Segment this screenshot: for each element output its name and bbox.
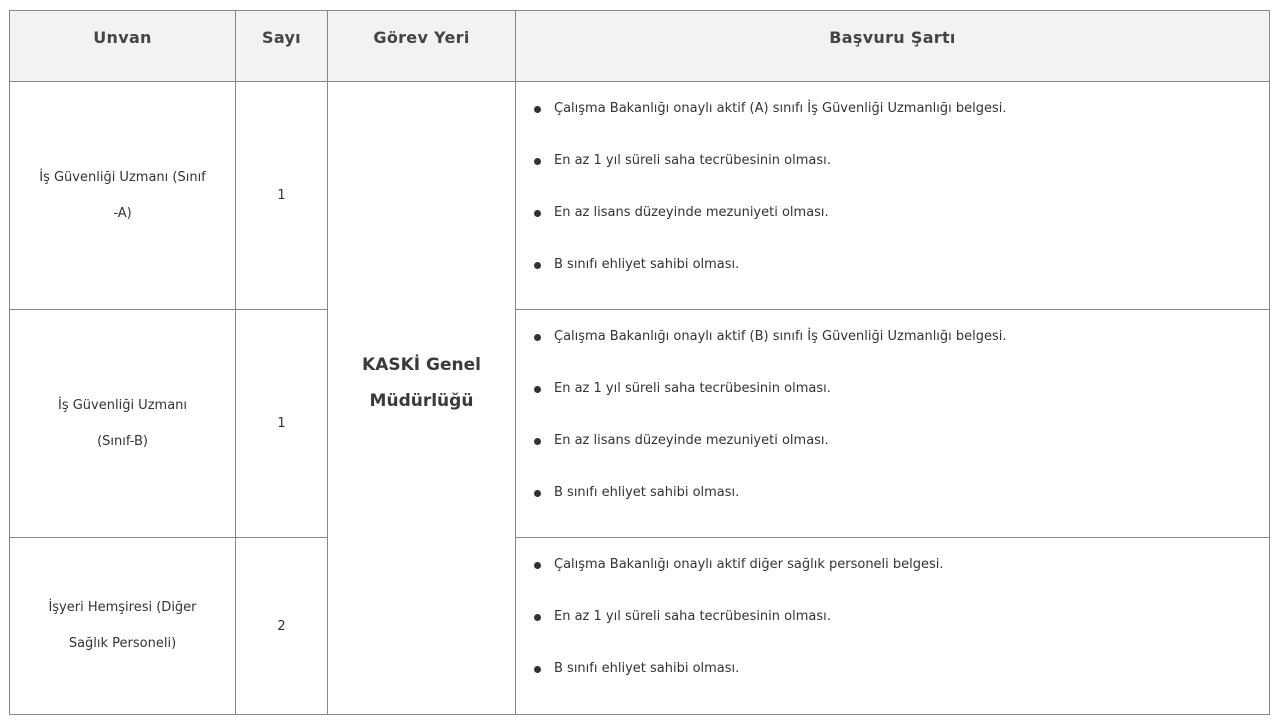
requirement-list: [516, 310, 1269, 534]
list-item: [532, 606, 1269, 658]
bullet-icon: [534, 490, 541, 497]
list-item: [532, 482, 1269, 534]
requirement-text: Çalışma Bakanlığı onaylı aktif diğer sağlık personeli belgesi.: [554, 557, 944, 572]
bullet-icon: [534, 386, 541, 393]
list-item: [532, 202, 1269, 254]
unvan-line: İşyeri Hemşiresi (Diğer: [48, 600, 197, 615]
requirement-list: [516, 82, 1269, 306]
sayi-cell: 2: [236, 538, 328, 715]
requirement-text: En az lisans düzeyinde mezuniyeti olması.: [554, 433, 829, 448]
table-row: [10, 310, 1270, 538]
header-sayi: Sayı: [236, 11, 328, 82]
positions-table-container: [9, 10, 1269, 714]
table-row: [10, 82, 1270, 310]
requirement-text: En az lisans düzeyinde mezuniyeti olması.: [554, 205, 829, 220]
unvan-cell: [10, 538, 236, 715]
requirement-text: En az 1 yıl süreli saha tecrübesinin olması.: [554, 609, 831, 624]
list-item: [532, 658, 1269, 710]
bullet-icon: [534, 158, 541, 165]
requirement-text: Çalışma Bakanlığı onaylı aktif (A) sınıfı İş Güvenliği Uzmanlığı belgesi.: [554, 101, 1007, 116]
unvan-cell: [10, 310, 236, 538]
bullet-icon: [534, 262, 541, 269]
bullet-icon: [534, 666, 541, 673]
requirement-text: B sınıfı ehliyet sahibi olması.: [554, 257, 740, 272]
gorev-yeri-line: Müdürlüğü: [369, 391, 474, 411]
list-item: [532, 254, 1269, 306]
list-item: [532, 378, 1269, 430]
bullet-icon: [534, 438, 541, 445]
unvan-line: Sağlık Personeli): [68, 636, 177, 651]
requirement-text: En az 1 yıl süreli saha tecrübesinin olması.: [554, 381, 831, 396]
unvan-line: İş Güvenliği Uzmanı: [57, 397, 188, 413]
basvuru-sarti-cell: [516, 538, 1270, 715]
unvan-cell: [10, 82, 236, 310]
list-item: [532, 430, 1269, 482]
list-item: [532, 326, 1269, 378]
gorev-yeri-line: KASKİ Genel: [362, 355, 481, 375]
bullet-icon: [534, 614, 541, 621]
header-gorev-yeri: Görev Yeri: [328, 11, 516, 82]
list-item: [532, 554, 1269, 606]
table-row: [10, 538, 1270, 715]
unvan-line: -A): [113, 205, 132, 221]
requirement-text: B sınıfı ehliyet sahibi olması.: [554, 661, 740, 676]
requirement-list: [516, 538, 1269, 710]
bullet-icon: [534, 210, 541, 217]
unvan-line: (Sınıf-B): [97, 433, 148, 449]
requirement-text: Çalışma Bakanlığı onaylı aktif (B) sınıfı İş Güvenliği Uzmanlığı belgesi.: [554, 329, 1007, 344]
list-item: [532, 150, 1269, 202]
bullet-icon: [534, 106, 541, 113]
requirement-text: B sınıfı ehliyet sahibi olması.: [554, 485, 740, 500]
unvan-line: İş Güvenliği Uzmanı (Sınıf: [39, 169, 206, 185]
requirement-text: En az 1 yıl süreli saha tecrübesinin olması.: [554, 153, 831, 168]
positions-table: [9, 10, 1270, 715]
sayi-cell: 1: [236, 310, 328, 538]
bullet-icon: [534, 562, 541, 569]
basvuru-sarti-cell: [516, 310, 1270, 538]
header-row: [10, 11, 1270, 82]
header-basvuru-sarti: Başvuru Şartı: [516, 11, 1270, 82]
list-item: [532, 98, 1269, 150]
gorev-yeri-cell: [328, 82, 516, 715]
header-unvan: Unvan: [10, 11, 236, 82]
bullet-icon: [534, 334, 541, 341]
basvuru-sarti-cell: [516, 82, 1270, 310]
sayi-cell: 1: [236, 82, 328, 310]
